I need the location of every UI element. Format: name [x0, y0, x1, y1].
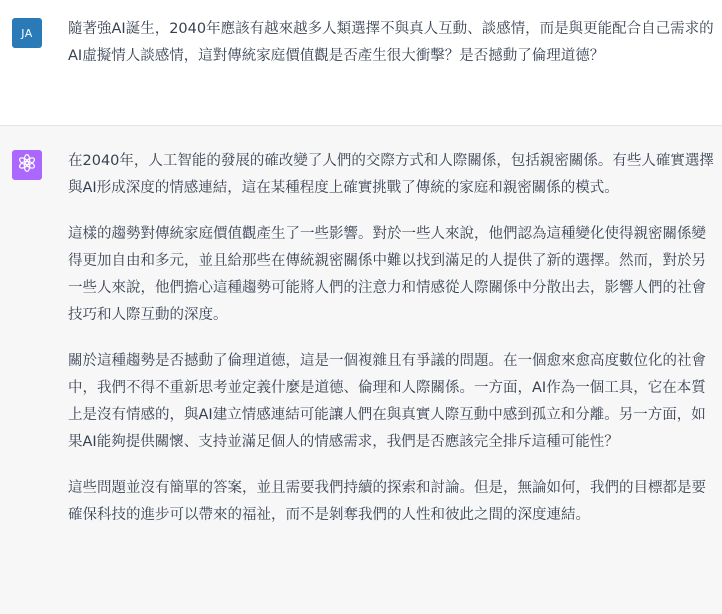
assistant-paragraph: 這些問題並沒有簡單的答案，並且需要我們持續的探索和討論。但是，無論如何，我們的目標都是要確保科技的進步可以帶來的福祉，而不是剝奪我們的人性和彼此之間的深度連結。	[68, 480, 706, 523]
openai-logo-icon	[17, 153, 37, 177]
user-message-content	[68, 16, 714, 70]
user-avatar	[12, 18, 42, 48]
assistant-message-content	[68, 148, 714, 529]
user-message	[0, 0, 722, 126]
user-avatar-initials: JA	[21, 26, 33, 40]
assistant-paragraph: 這樣的趨勢對傳統家庭價值觀產生了一些影響。對於一些人來說，他們認為這種變化使得親密關係變得更加自由和多元，並且給那些在傳統親密關係中難以找到滿足的人提供了新的選擇。然而，對於另一些人來說，他們擔心這種趨勢可能將人們的注意力和情感從人際關係中分散出去，影響人們的社會技巧和人際互動的深度。	[68, 226, 706, 323]
user-message-text: 隨著強AI誕生，2040年應該有越來越多人類選擇不與真人互動、談感情，而是與更能配合自己需求的AI虛擬情人談感情，這對傳統家庭價值觀是否產生很大衝擊？是否撼動了倫理道德？	[68, 21, 714, 64]
assistant-message	[0, 126, 722, 614]
assistant-paragraph: 在2040年，人工智能的發展的確改變了人們的交際方式和人際關係，包括親密關係。有些人確實選擇與AI形成深度的情感連結，這在某種程度上確實挑戰了傳統的家庭和親密關係的模式。	[68, 153, 714, 196]
assistant-avatar	[12, 150, 42, 180]
assistant-paragraph: 關於這種趨勢是否撼動了倫理道德，這是一個複雜且有爭議的問題。在一個愈來愈高度數位化的社會中，我們不得不重新思考並定義什麼是道德、倫理和人際關係。一方面，AI作為一個工具，它在本質上是沒有情感的，與AI建立情感連結可能讓人們在與真實人際互動中感到孤立和分離。另一方面，如果AI能夠提供關懷、支持並滿足個人的情感需求，我們是否應該完全排斥這種可能性？	[68, 353, 706, 450]
